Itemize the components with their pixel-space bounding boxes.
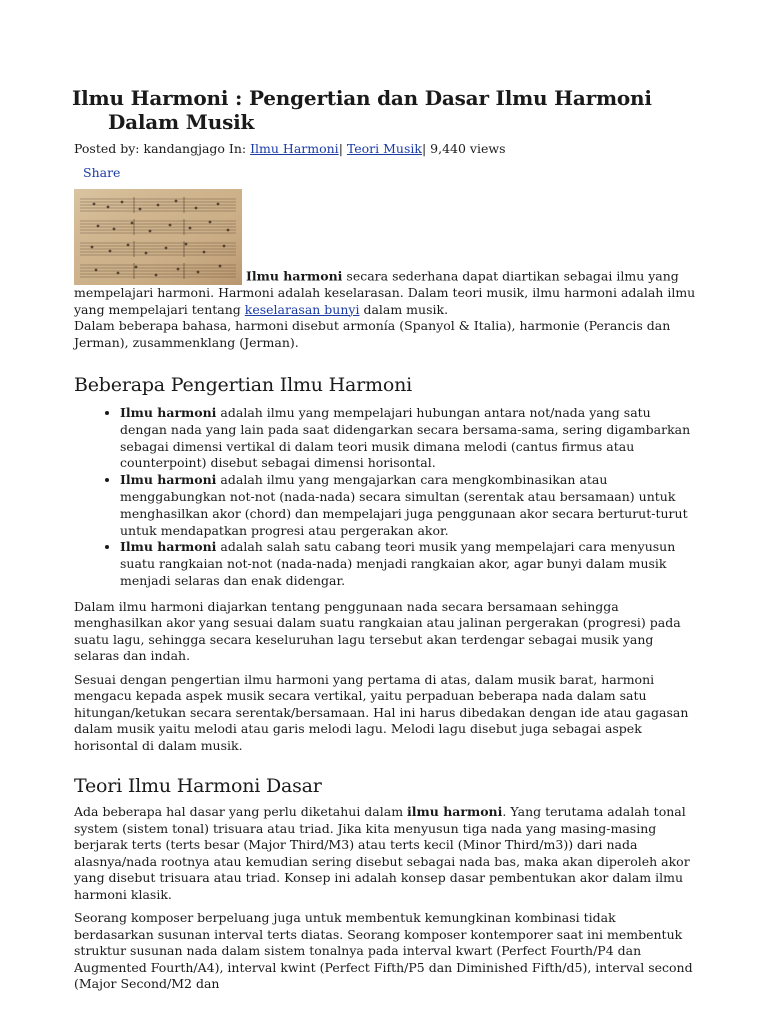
intro-text-2: dalam musik. (359, 301, 449, 317)
paragraph-sistem-tonal (74, 804, 696, 903)
share-button[interactable]: Share (83, 165, 121, 180)
definition-list (74, 405, 696, 590)
meta-separator: | (338, 141, 343, 156)
posted-by-label: Posted by: (74, 141, 144, 156)
intro-paragraph (74, 189, 696, 351)
meta-separator: | (421, 141, 427, 156)
definition-text: adalah salah satu cabang teori musik yang mempelajari cara menyusun suatu rangkaian not-not (nada-nada) menjadi rangkaian akor, agar bunyi dalam musik menjadi selaras dan enak didengar. (120, 539, 676, 588)
intro-language-note: Dalam beberapa bahasa, harmoni disebut armonía (Spanyol & Italia), harmonie (Perancis dan Jerman), zusammenklang (Jerman). (74, 318, 671, 350)
definition-item (120, 405, 696, 472)
definition-term: Ilmu harmoni (120, 539, 217, 555)
paragraph-text: . Yang terutama adalah tonal system (sistem tonal) trisuara atau triad. Jika kita menyusun tiga nada yang masing-masing berjarak terts (terts besar (Major Third/M3) atau terts kecil (Minor Third/m3)) dari nada alasnya/nada rootnya atau kemudian sering disebut sebagai nada bas, maka akan diperoleh akor yang disebut trisuara atau triad. Konsep ini adalah konsep dasar pembentukan akor dalam ilmu harmoni klasik. (74, 804, 690, 902)
music-manuscript-image (74, 189, 242, 285)
paragraph-musik-barat: Sesuai dengan pengertian ilmu harmoni yang pertama di atas, dalam musik barat, harmoni mengacu kepada aspek musik secara vertikal, yaitu perpaduan beberapa nada dalam satu hitungan/ketukan secara serentak/bersamaan. Hal ini harus dibedakan dengan ide atau gagasan dalam musik yaitu melodi atau garis melodi lagu. Melodi lagu disebut juga sebagai aspek horisontal di dalam musik. (74, 671, 689, 753)
definition-text: adalah ilmu yang mempelajari hubungan antara not/nada yang satu dengan nada yang lain pada saat didengarkan secara bersama-sama, sering digambarkan sebagai dimensi vertikal di dalam teori musik dimana melodi (cantus firmus atau counterpoint) disebut sebagai dimensi horisontal. (120, 405, 691, 471)
paragraph-text: Ada beberapa hal dasar yang perlu diketahui dalam (74, 804, 408, 820)
definition-text: adalah ilmu yang mengajarkan cara mengkombinasikan atau menggabungkan not-not (nada-nada) secara simultan (serentak atau bersamaan) untuk menghasilkan akor (chord) dan mempelajari juga penggunaan akor secara berturut-turut untuk mendapatkan progresi atau pergerakan akor. (120, 472, 688, 538)
author-name: kandangjago (143, 141, 225, 156)
article (74, 86, 696, 993)
section-heading-teori-dasar: Teori Ilmu Harmoni Dasar (74, 775, 322, 798)
link-keselarasan-bunyi[interactable]: keselarasan bunyi (244, 301, 360, 317)
intro-lead-term: Ilmu harmoni (246, 268, 343, 284)
definition-item (120, 472, 696, 539)
in-label: In: (224, 141, 251, 156)
intro-text-1: secara sederhana dapat diartikan sebagai ilmu yang mempelajari harmoni. Harmoni adalah keselarasan. Dalam teori musik, ilmu harmoni adalah ilmu yang mempelajari tentang (74, 268, 696, 317)
paragraph-bold-term: ilmu harmoni (407, 804, 503, 820)
section-heading-pengertian: Beberapa Pengertian Ilmu Harmoni (74, 374, 412, 396)
post-meta (74, 141, 696, 157)
paragraph-penggunaan-nada: Dalam ilmu harmoni diajarkan tentang penggunaan nada secara bersamaan sehingga menghasilkan akor yang sesuai dalam suatu rangkaian atau jalinan pergerakan (progresi) pada suatu lagu, sehingga secara keseluruhan lagu tersebut akan terdengar sebagai musik yang selaras dan indah. (74, 598, 681, 664)
paragraph-komposer: Seorang komposer berpeluang juga untuk membentuk kemungkinan kombinasi tidak berdasarkan susunan interval terts diatas. Seorang komposer kontemporer saat ini membentuk struktur susunan nada dalam sistem tonalnya pada interval kwart (Perfect Fourth/P4 dan Augmented Fourth/A4), interval kwint (Perfect Fifth/P5 dan Diminished Fifth/d5), interval second (Major Second/M2 dan (74, 910, 693, 992)
view-count: 9,440 views (426, 141, 506, 156)
page-title: Ilmu Harmoni : Pengertian dan Dasar Ilmu Harmoni Dalam Musik (72, 86, 652, 134)
category-link-teori-musik[interactable]: Teori Musik (346, 141, 422, 156)
definition-term: Ilmu harmoni (120, 472, 217, 488)
definition-item (120, 539, 696, 589)
category-link-ilmu-harmoni[interactable]: Ilmu Harmoni (250, 141, 339, 156)
definition-term: Ilmu harmoni (120, 405, 217, 420)
